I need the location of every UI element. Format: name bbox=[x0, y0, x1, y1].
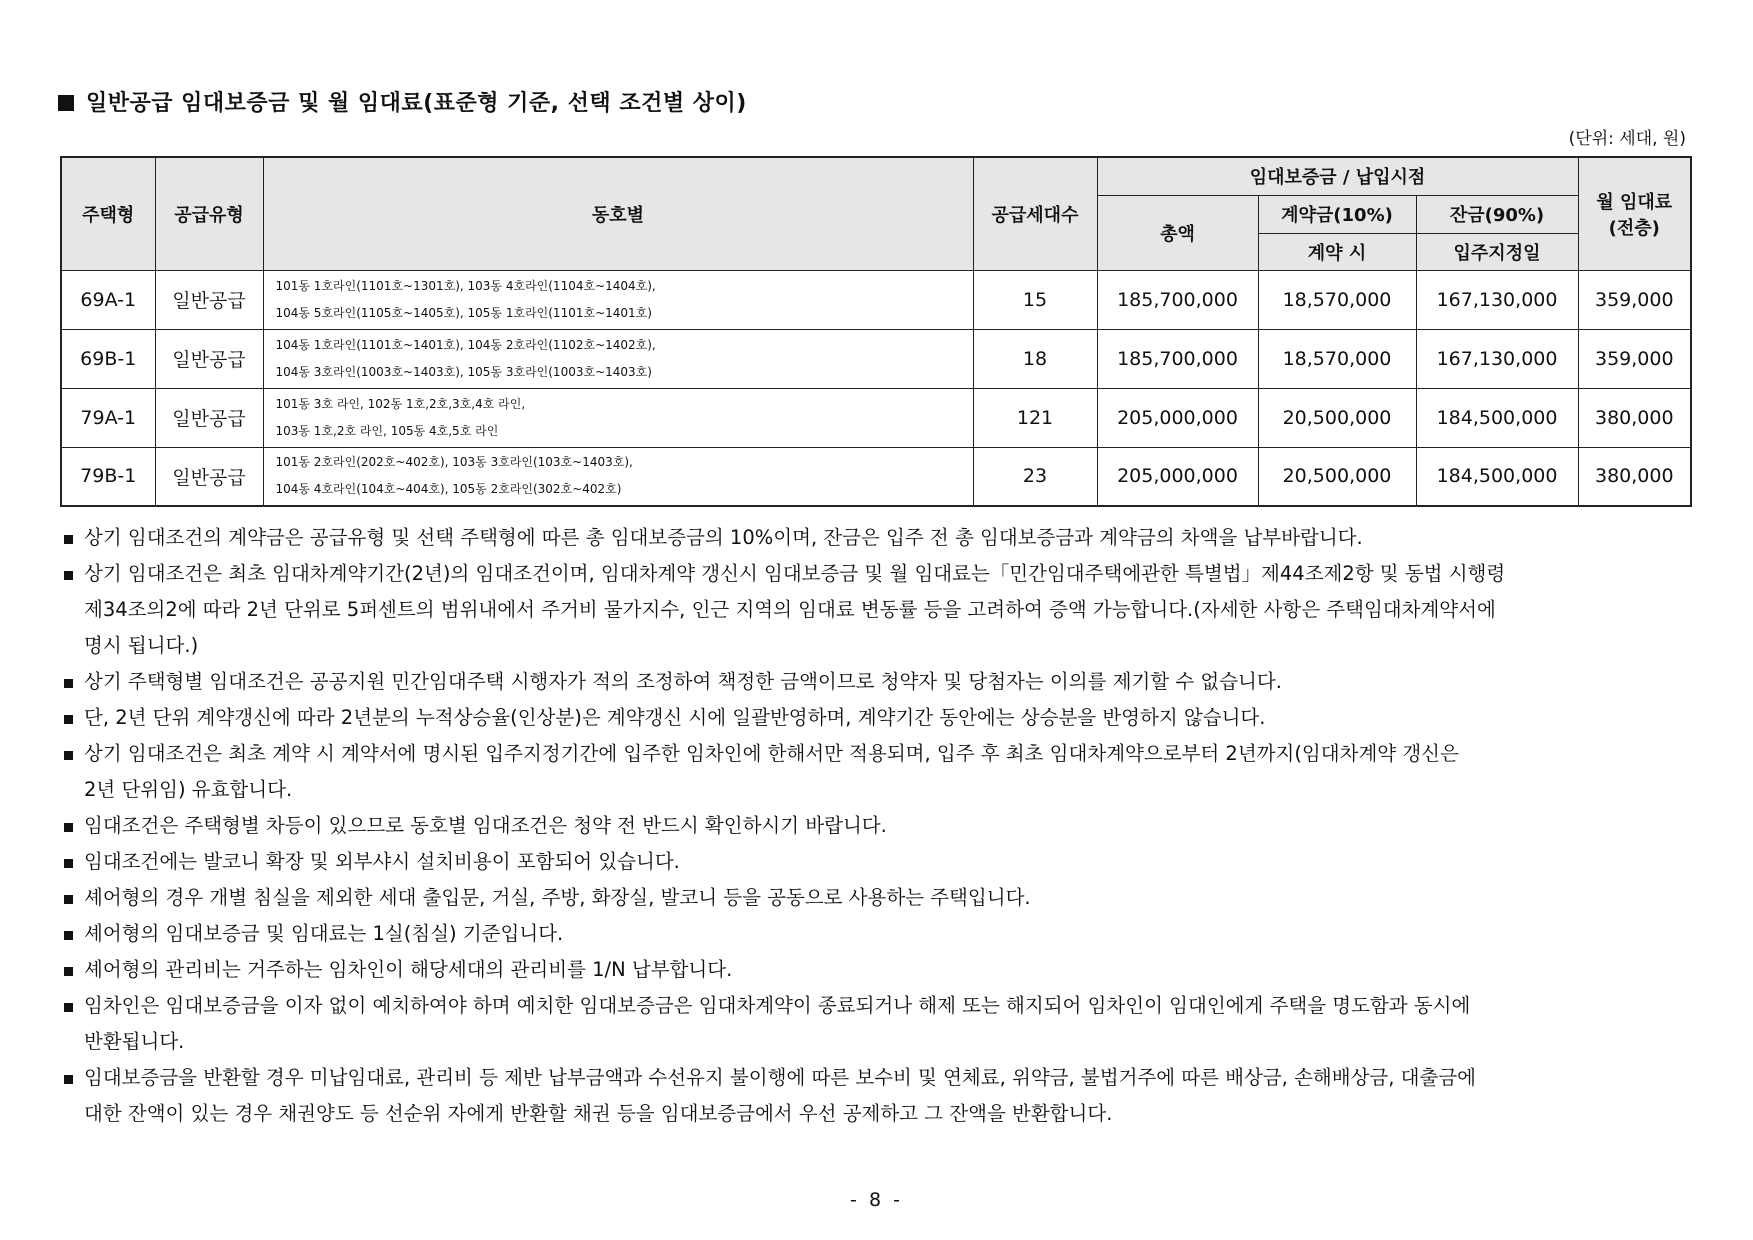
header-supply: 공급유형 bbox=[155, 157, 263, 270]
square-bullet-icon bbox=[58, 95, 74, 111]
cell-units-line: 101동 1호라인(1101호~1301호), 103동 4호라인(1104호~1404호), bbox=[275, 278, 656, 293]
header-monthly-sub: (전층) bbox=[1608, 217, 1660, 239]
table-row bbox=[61, 447, 1691, 506]
header-count: 공급세대수 bbox=[973, 157, 1097, 270]
header-monthly bbox=[1578, 157, 1691, 270]
cell-monthly: 359,000 bbox=[1578, 270, 1691, 329]
cell-units-line: 104동 4호라인(104호~404호), 105동 2호라인(302호~402호) bbox=[275, 482, 622, 497]
cell-monthly: 380,000 bbox=[1578, 447, 1691, 506]
list-item bbox=[62, 880, 1702, 916]
note-line: 상기 임대조건은 최초 계약 시 계약서에 명시된 입주지정기간에 입주한 임차인에 한해서만 적용되며, 입주 후 최초 임대차계약으로부터 2년까지(임대차계약 갱신은 bbox=[84, 742, 1459, 765]
cell-type: 69A-1 bbox=[61, 270, 155, 329]
cell-total: 205,000,000 bbox=[1097, 447, 1258, 506]
cell-count: 15 bbox=[973, 270, 1097, 329]
note-line: 상기 임대조건의 계약금은 공급유형 및 선택 주택형에 따른 총 임대보증금의 10%이며, 잔금은 입주 전 총 임대보증금과 계약금의 차액을 납부바랍니다. bbox=[84, 526, 1363, 549]
cell-type: 69B-1 bbox=[61, 329, 155, 388]
note-line: 반환됩니다. bbox=[84, 1030, 185, 1053]
cell-units-line: 104동 3호라인(1003호~1403호), 105동 3호라인(1003호~1403호) bbox=[275, 364, 652, 379]
list-item bbox=[62, 556, 1702, 664]
square-bullet-icon bbox=[64, 535, 73, 544]
cell-down: 20,500,000 bbox=[1258, 447, 1416, 506]
cell-down: 18,570,000 bbox=[1258, 329, 1416, 388]
note-line: 셰어형의 관리비는 거주하는 임차인이 해당세대의 관리비를 1/N 납부합니다. bbox=[84, 958, 733, 981]
square-bullet-icon bbox=[64, 751, 73, 760]
cell-units bbox=[263, 329, 973, 388]
header-down: 계약금(10%) bbox=[1258, 195, 1416, 233]
cell-balance: 167,130,000 bbox=[1416, 270, 1578, 329]
table-row bbox=[61, 388, 1691, 447]
notes-list bbox=[62, 520, 1702, 1132]
cell-count: 23 bbox=[973, 447, 1097, 506]
cell-count: 121 bbox=[973, 388, 1097, 447]
header-balance: 잔금(90%) bbox=[1416, 195, 1578, 233]
square-bullet-icon bbox=[64, 895, 73, 904]
cell-supply: 일반공급 bbox=[155, 329, 263, 388]
cell-down: 18,570,000 bbox=[1258, 270, 1416, 329]
cell-supply: 일반공급 bbox=[155, 447, 263, 506]
list-item bbox=[62, 700, 1702, 736]
header-total: 총액 bbox=[1097, 195, 1258, 270]
note-line: 단, 2년 단위 계약갱신에 따라 2년분의 누적상승율(인상분)은 계약갱신 시에 일괄반영하며, 계약기간 동안에는 상승분을 반영하지 않습니다. bbox=[84, 706, 1266, 729]
note-line: 셰어형의 임대보증금 및 임대료는 1실(침실) 기준입니다. bbox=[84, 922, 564, 945]
header-deposit-group: 임대보증금 / 납입시점 bbox=[1097, 157, 1578, 195]
list-item bbox=[62, 844, 1702, 880]
list-item bbox=[62, 988, 1702, 1060]
cell-balance: 184,500,000 bbox=[1416, 388, 1578, 447]
note-line: 명시 됩니다.) bbox=[84, 634, 199, 657]
cell-balance: 184,500,000 bbox=[1416, 447, 1578, 506]
table-row bbox=[61, 329, 1691, 388]
table-row bbox=[61, 270, 1691, 329]
note-line: 셰어형의 경우 개별 침실을 제외한 세대 출입문, 거실, 주방, 화장실, 발코니 등을 공동으로 사용하는 주택입니다. bbox=[84, 886, 1031, 909]
note-line: 임차인은 임대보증금을 이자 없이 예치하여야 하며 예치한 임대보증금은 임대차계약이 종료되거나 해제 또는 해지되어 임차인이 임대인에게 주택을 명도함과 동시에 bbox=[84, 994, 1471, 1017]
square-bullet-icon bbox=[64, 967, 73, 976]
square-bullet-icon bbox=[64, 1075, 73, 1084]
unit-note: (단위: 세대, 원) bbox=[1568, 129, 1686, 149]
cell-units-line: 104동 1호라인(1101호~1401호), 104동 2호라인(1102호~1402호), bbox=[275, 337, 656, 352]
cell-monthly: 359,000 bbox=[1578, 329, 1691, 388]
note-line: 제34조의2에 따라 2년 단위로 5퍼센트의 범위내에서 주거비 물가지수, 인근 지역의 임대료 변동률 등을 고려하여 증액 가능합니다.(자세한 사항은 주택임대차계약서에 bbox=[84, 598, 1496, 621]
cell-total: 205,000,000 bbox=[1097, 388, 1258, 447]
cell-units-line: 104동 5호라인(1105호~1405호), 105동 1호라인(1101호~1401호) bbox=[275, 305, 652, 320]
cell-type: 79B-1 bbox=[61, 447, 155, 506]
list-item bbox=[62, 916, 1702, 952]
cell-supply: 일반공급 bbox=[155, 388, 263, 447]
note-line: 임대조건에는 발코니 확장 및 외부샤시 설치비용이 포함되어 있습니다. bbox=[84, 850, 680, 873]
cell-type: 79A-1 bbox=[61, 388, 155, 447]
square-bullet-icon bbox=[64, 715, 73, 724]
rent-table bbox=[60, 156, 1692, 507]
cell-units-line: 103동 1호,2호 라인, 105동 4호,5호 라인 bbox=[275, 423, 499, 438]
cell-count: 18 bbox=[973, 329, 1097, 388]
cell-units-line: 101동 2호라인(202호~402호), 103동 3호라인(103호~1403호), bbox=[275, 455, 633, 470]
note-line: 상기 임대조건은 최초 임대차계약기간(2년)의 임대조건이며, 임대차계약 갱신시 임대보증금 및 월 임대료는「민간임대주택에관한 특별법」제44조제2항 및 동법 시행령 bbox=[84, 562, 1506, 585]
cell-total: 185,700,000 bbox=[1097, 329, 1258, 388]
cell-monthly: 380,000 bbox=[1578, 388, 1691, 447]
header-balance-when: 입주지정일 bbox=[1416, 233, 1578, 270]
list-item bbox=[62, 808, 1702, 844]
cell-total: 185,700,000 bbox=[1097, 270, 1258, 329]
note-line: 상기 주택형별 임대조건은 공공지원 민간임대주택 시행자가 적의 조정하여 책정한 금액이므로 청약자 및 당첨자는 이의를 제기할 수 없습니다. bbox=[84, 670, 1282, 693]
square-bullet-icon bbox=[64, 931, 73, 940]
square-bullet-icon bbox=[64, 679, 73, 688]
list-item bbox=[62, 664, 1702, 700]
header-monthly-label: 월 임대료 bbox=[1596, 191, 1673, 213]
list-item bbox=[62, 736, 1702, 808]
cell-units bbox=[263, 388, 973, 447]
square-bullet-icon bbox=[64, 1003, 73, 1012]
section-title-text: 일반공급 임대보증금 및 월 임대료(표준형 기준, 선택 조건별 상이) bbox=[86, 91, 747, 116]
list-item bbox=[62, 952, 1702, 988]
cell-units-line: 101동 3호 라인, 102동 1호,2호,3호,4호 라인, bbox=[275, 396, 526, 411]
cell-units bbox=[263, 447, 973, 506]
header-type: 주택형 bbox=[61, 157, 155, 270]
page-number: - 8 - bbox=[850, 1189, 903, 1211]
list-item bbox=[62, 520, 1702, 556]
square-bullet-icon bbox=[64, 859, 73, 868]
square-bullet-icon bbox=[64, 571, 73, 580]
note-line: 임대보증금을 반환할 경우 미납임대료, 관리비 등 제반 납부금액과 수선유지 불이행에 따른 보수비 및 연체료, 위약금, 불법거주에 따른 배상금, 손해배상금, 대출금에 bbox=[84, 1066, 1477, 1089]
note-line: 2년 단위임) 유효합니다. bbox=[84, 778, 293, 801]
cell-supply: 일반공급 bbox=[155, 270, 263, 329]
cell-balance: 167,130,000 bbox=[1416, 329, 1578, 388]
square-bullet-icon bbox=[64, 823, 73, 832]
header-units: 동호별 bbox=[263, 157, 973, 270]
cell-down: 20,500,000 bbox=[1258, 388, 1416, 447]
note-line: 대한 잔액이 있는 경우 채권양도 등 선순위 자에게 반환할 채권 등을 임대보증금에서 우선 공제하고 그 잔액을 반환합니다. bbox=[84, 1102, 1113, 1125]
header-down-when: 계약 시 bbox=[1258, 233, 1416, 270]
note-line: 임대조건은 주택형별 차등이 있으므로 동호별 임대조건은 청약 전 반드시 확인하시기 바랍니다. bbox=[84, 814, 887, 837]
section-title bbox=[58, 86, 747, 117]
list-item bbox=[62, 1060, 1702, 1132]
cell-units bbox=[263, 270, 973, 329]
